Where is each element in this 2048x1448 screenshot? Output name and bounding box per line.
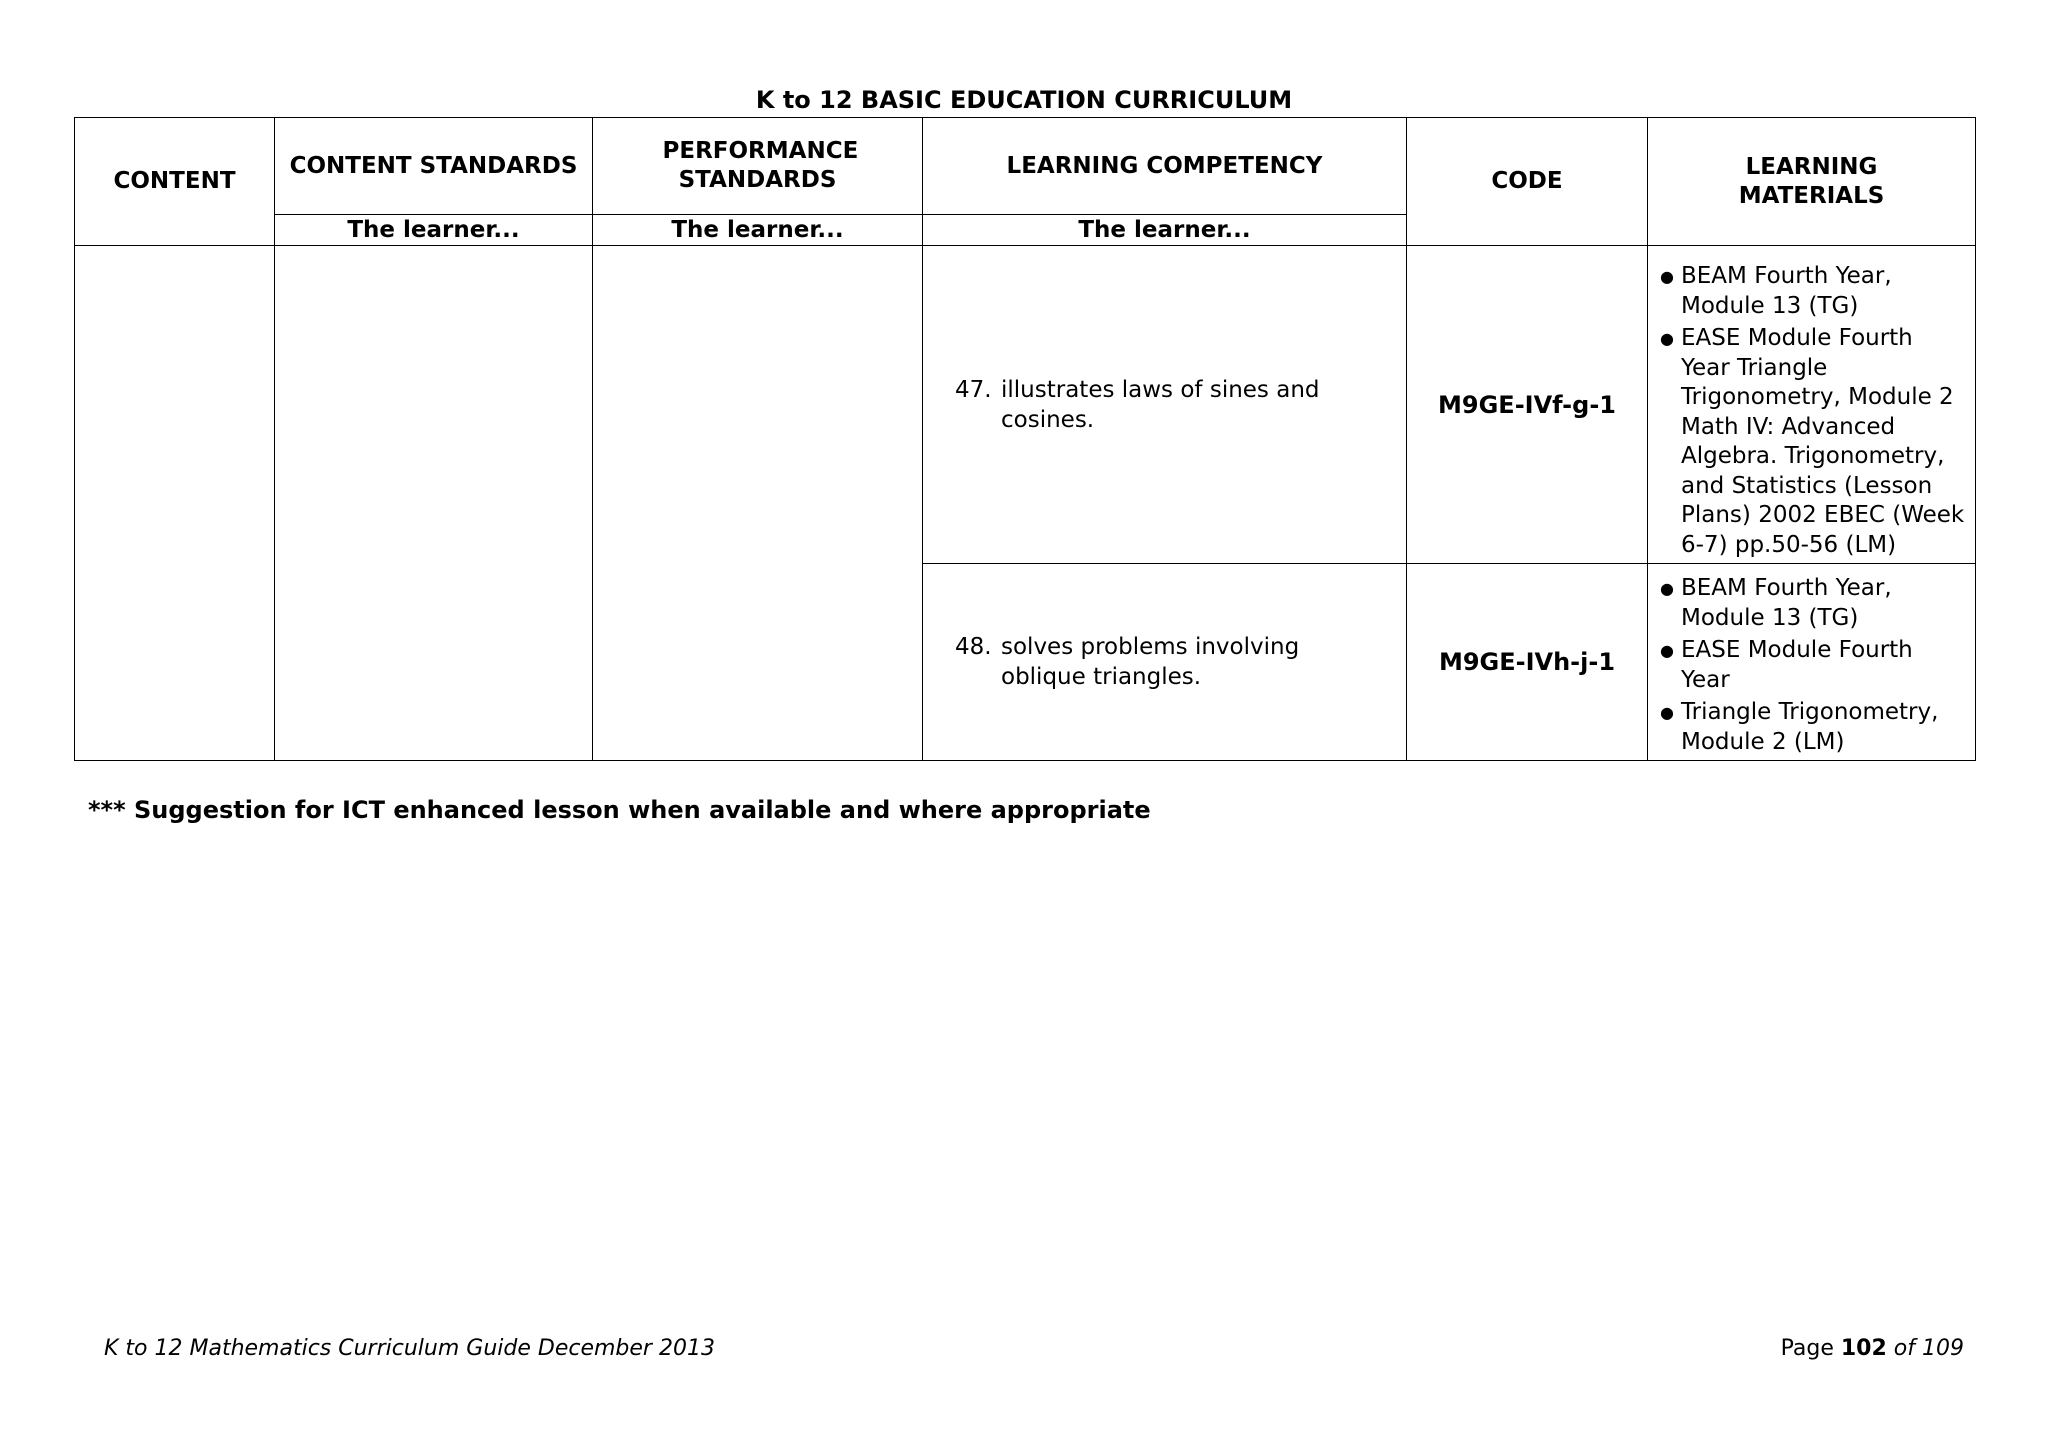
bullet-icon: ● xyxy=(1660,329,1674,348)
material-text: Triangle Trigonometry, Module 2 (LM) xyxy=(1681,699,1939,755)
curriculum-table xyxy=(74,117,1976,761)
materials-cell xyxy=(1648,246,1976,564)
competency-cell xyxy=(923,246,1407,564)
page-total: of 109 xyxy=(1893,1336,1964,1361)
bullet-icon: ● xyxy=(1660,579,1674,598)
header-content-standards: CONTENT STANDARDS xyxy=(275,118,593,215)
materials-cell xyxy=(1648,564,1976,761)
materials-list xyxy=(1648,564,1975,757)
competency-text: solves problems involving oblique triangles. xyxy=(1001,634,1300,690)
footer-guide-title: K to 12 Mathematics Curriculum Guide December 2013 xyxy=(104,1336,715,1361)
document-title: K to 12 BASIC EDUCATION CURRICULUM xyxy=(755,86,1293,114)
competency-cell xyxy=(923,564,1407,761)
material-text: EASE Module Fourth Year Triangle Trigonometry, Module 2 Math IV: Advanced Algebra. Trigonometry, and Statistics (Lesson Plans) 2002 EBEC (Week 6-7) pp.50-56 (LM) xyxy=(1681,325,1965,558)
competency-number: 48. xyxy=(955,634,992,660)
code-cell: M9GE-IVh-j-1 xyxy=(1407,564,1648,761)
bullet-icon: ● xyxy=(1660,267,1674,286)
subheader-content-standards: The learner... xyxy=(275,215,593,246)
subheader-learning-competency: The learner... xyxy=(923,215,1407,246)
page-label: Page xyxy=(1780,1336,1834,1361)
list-item xyxy=(1660,262,1967,321)
header-performance-standards-label: PERFORMANCE STANDARDS xyxy=(662,138,859,193)
content-cell xyxy=(75,246,275,761)
subheader-performance-standards: The learner... xyxy=(593,215,923,246)
list-item xyxy=(1660,574,1967,633)
materials-list xyxy=(1648,246,1975,560)
header-code: CODE xyxy=(1407,118,1648,246)
header-performance-standards xyxy=(593,118,923,215)
ict-note: *** Suggestion for ICT enhanced lesson when available and where appropriate xyxy=(88,796,1151,824)
table-row xyxy=(75,246,1976,564)
list-item xyxy=(1660,636,1967,695)
performance-standards-cell xyxy=(593,246,923,761)
bullet-icon: ● xyxy=(1660,703,1674,722)
header-content: CONTENT xyxy=(75,118,275,246)
material-text: BEAM Fourth Year, Module 13 (TG) xyxy=(1681,575,1892,631)
list-item xyxy=(1660,698,1967,757)
page-current: 102 xyxy=(1840,1336,1887,1361)
bullet-icon: ● xyxy=(1660,641,1674,660)
material-text: BEAM Fourth Year, Module 13 (TG) xyxy=(1681,263,1892,319)
header-learning-materials xyxy=(1648,118,1976,246)
competency-number: 47. xyxy=(955,376,992,403)
code-cell: M9GE-IVf-g-1 xyxy=(1407,246,1648,564)
header-learning-materials-label: LEARNING MATERIALS xyxy=(1738,153,1885,209)
competency-text: illustrates laws of sines and cosines. xyxy=(1001,376,1320,433)
material-text: EASE Module Fourth Year xyxy=(1681,637,1913,693)
footer-page-number xyxy=(1781,1336,1964,1361)
content-standards-cell xyxy=(275,246,593,761)
list-item xyxy=(1660,324,1967,560)
header-learning-competency: LEARNING COMPETENCY xyxy=(923,118,1407,215)
